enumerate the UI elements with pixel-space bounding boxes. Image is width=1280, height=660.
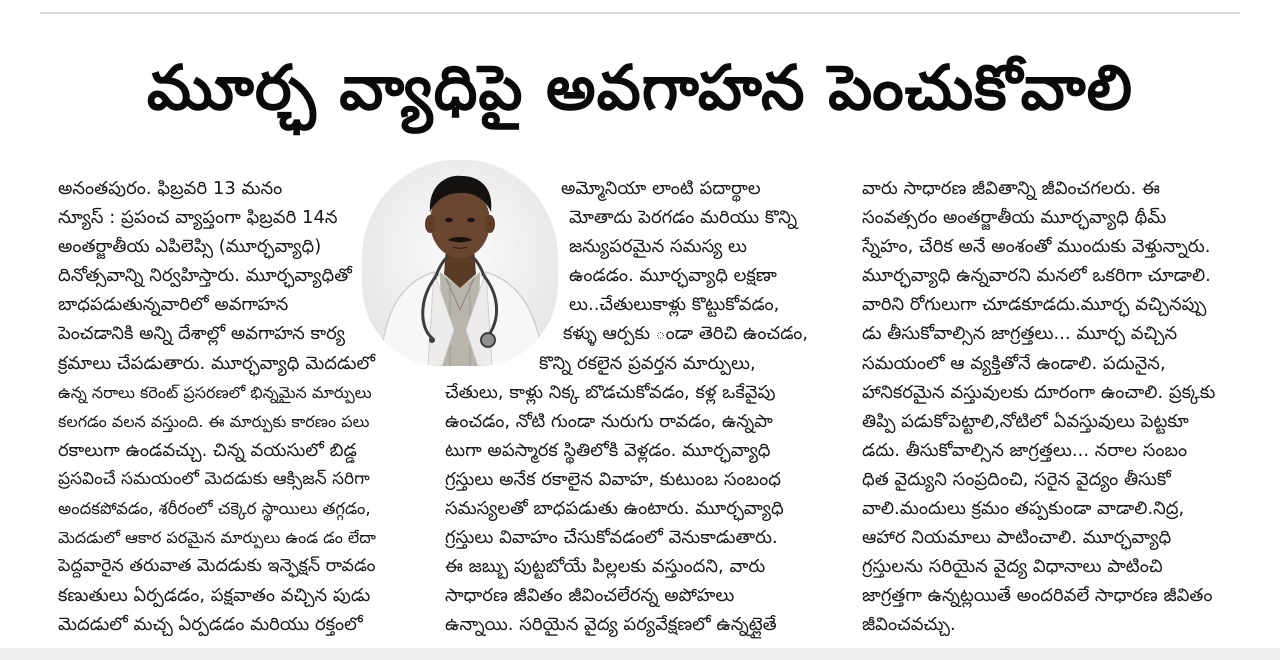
text-line: మూర్ఛవ్యాధి ఉన్నవారని మనలో ఒకరిగా చూడాలి. [862, 265, 1211, 287]
text-line: వారిని రోగులుగా చూడకూడదు.మూర్ఛ వచ్చినప్పు [862, 294, 1207, 316]
text-line: ఉన్న నరాలు కరెంట్ ప్రసరణలో భిన్నమైన మార్పులు [58, 382, 372, 402]
text-line: ధిత వైద్యుని సంప్రదించి, సరైన వైద్యం తీసుకో [862, 468, 1171, 490]
text-line: గ్రస్తులు అనేక రకాలైన వివాహ, కుటుంబ సంబంధ [445, 468, 781, 490]
text-line: ఉంచడం, నోటి గుండా నురుగు రావడం, ఉన్నపా [445, 410, 773, 432]
text-line: జీవించవచ్చు. [862, 614, 956, 636]
text-line: స్నేహం, చేరిక అనే అంశంతో ముందుకు వెళ్తున్నారు. [862, 236, 1211, 258]
article-column-3 [862, 174, 1254, 640]
text-line: మోతాదు పెరగడం మరియు కొన్ని [569, 207, 798, 229]
text-line: జాగ్రత్తగా ఉన్నట్లయితే అందరివలే సాధారణ జీవితం [862, 585, 1213, 607]
text-line: ఈ జబ్బు పుట్టబోయే పిల్లలకు వస్తుందని, వారు [445, 556, 766, 578]
text-line: న్యూస్ : ప్రపంచ వ్యాప్తంగా ఫిబ్రవరి 14న [58, 207, 338, 229]
text-line: సాధారణ జీవితం జీవించలేరన్న అపోహలు [445, 585, 735, 607]
text-line: ప్రసవించే సమయంలో మెదడుకు ఆక్సిజన్ సరిగా [58, 468, 370, 489]
text-line: గ్రస్తులను సరియైన వైద్య విధానాలు పాటించి [862, 556, 1163, 578]
text-line: మెదడులో ఆకార పరమైన మార్పులు ఉండ డం లేదా [58, 528, 376, 548]
text-line: డు తీసుకోవాల్సిన జాగ్రత్తలు... మూర్ఛ వచ్చిన [862, 323, 1178, 345]
text-line: సమయంలో ఆ వ్యక్తితోనే ఉండాలి. పదునైన, [862, 352, 1166, 374]
text-line: ఆహార నియమాలు పాటించాలి. మూర్ఛవ్యాధి [862, 527, 1172, 549]
text-line: టుగా అపస్మారక స్థితిలోకి వెళ్లడం. మూర్ఛవ్యాధి [445, 439, 771, 461]
text-line: వారు సాధారణ జీవితాన్ని జీవించగలరు. ఈ [862, 178, 1160, 199]
text-line: కణుతులు ఏర్పడడం, పక్షవాతం వచ్చిన పుడు [58, 585, 371, 607]
text-line: కలగడం వలన వస్తుంది. ఈ మార్పుకు కారణం పలు [58, 411, 370, 431]
text-line: తిప్పి పడుకోపెట్టాలి,నోటిలో ఏవస్తువులు పెట్టకూ [862, 410, 1189, 432]
text-line: అందకపోవడం, శరీరంలో చక్కెర స్థాయిలు తగ్గడం, [58, 499, 371, 519]
text-line: పెంచడానికి అన్ని దేశాల్లో అవగాహన కార్య [58, 323, 346, 345]
article-column-2 [445, 174, 837, 640]
article-column-1 [58, 174, 376, 640]
text-line: గ్రస్తులు వివాహం చేసుకోవడంలో వెనుకాడుతారు. [445, 527, 778, 549]
text-line: పెద్దవారైన తరువాత మెదడుకు ఇన్ఫెక్షన్ రావడం [58, 556, 376, 577]
text-line: బాధపడుతున్నవారిలో అవగాహన [58, 294, 289, 316]
text-line: అంతర్జాతీయ ఎపిలెప్సి (మూర్ఛవ్యాధి) [58, 236, 322, 258]
text-line: క్రమాలు చేపడుతారు. మూర్ఛవ్యాధి మెదడులో [58, 352, 376, 374]
text-line: జన్యుపరమైన సమస్య లు [569, 236, 748, 258]
text-line: డదు. తీసుకోవాల్సిన జాగ్రత్తలు... నరాల సంబం [862, 439, 1188, 461]
text-line: హానికరమైన వస్తువులకు దూరంగా ఉంచాలి. ప్రక్కకు [862, 381, 1216, 403]
text-line: చేతులు, కాళ్లు నిక్క బొడచుకోవడం, కళ్ల ఒకేవైపు [445, 381, 776, 403]
text-line: కళ్ళు ఆర్పకు ండా తెరిచి ఉంచడం, [563, 323, 809, 345]
text-line: వాలి.మందులు క్రమం తప్పకుండా వాడాలి.నిద్ర, [862, 498, 1185, 520]
text-line: సంవత్సరం అంతర్జాతీయ మూర్ఛవ్యాధి థీమ్ [862, 207, 1167, 229]
text-line: రకాలుగా ఉండవచ్చు. చిన్న వయసులో బిడ్డ [58, 439, 357, 461]
text-line: ఉండడం. మూర్ఛవ్యాధి లక్షణా [569, 265, 777, 287]
text-line: మెదడులో మచ్చ ఏర్పడడం మరియు రక్తంలో [58, 614, 363, 636]
text-line: ఉన్నాయి. సరియైన వైద్య పర్యవేక్షణలో ఉన్నట్లైతే [445, 614, 777, 636]
text-line: దినోత్సవాన్ని నిర్వహిస్తారు. మూర్ఛవ్యాధితో [58, 265, 352, 287]
text-line: అమ్మోనియా లాంటి పదార్థాల [561, 178, 761, 199]
article-headline: మూర్ఛ వ్యాధిపై అవగాహన పెంచుకోవాలి [146, 51, 1134, 124]
text-line: అనంతపురం. ఫిబ్రవరి 13 మనం [58, 178, 283, 199]
text-line: కొన్ని రకలైన ప్రవర్తన మార్పులు, [539, 352, 756, 374]
text-line: సమస్యలతో బాధపడుతు ఉంటారు. మూర్ఛవ్యాధి [445, 498, 784, 520]
bottom-edge [0, 648, 1280, 660]
text-line: లు..చేతులుకాళ్లు కొట్టుకోవడం, [569, 294, 780, 316]
